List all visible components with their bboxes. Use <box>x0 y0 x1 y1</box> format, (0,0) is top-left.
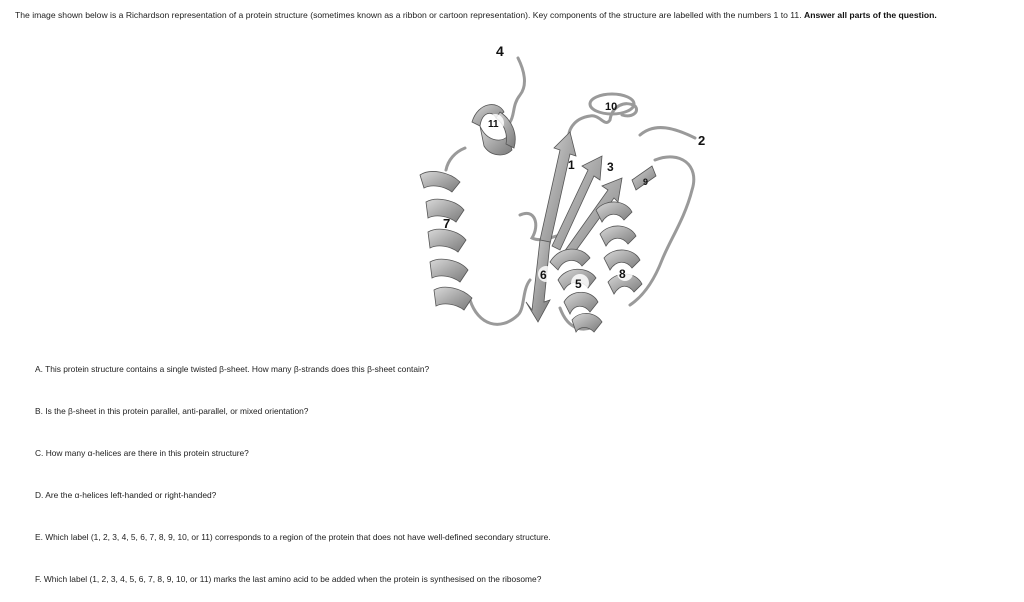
label-7: 7 <box>443 216 451 231</box>
intro-paragraph <box>15 9 1019 21</box>
label-8: 8 <box>619 267 626 281</box>
question-f: F. Which label (1, 2, 3, 4, 5, 6, 7, 8, 9, 10, or 11) marks the last amino acid to be added when the protein is synthesised on the ribosome? <box>35 574 542 584</box>
helix-5-turn-3 <box>564 292 598 314</box>
coil-bottom-left <box>470 280 530 324</box>
helix-8-turn-1 <box>596 202 632 222</box>
label-10: 10 <box>605 101 618 113</box>
coil-loops <box>446 58 695 329</box>
question-a: A. This protein structure contains a single twisted β-sheet. How many β-strands does this β-sheet contain? <box>35 364 430 374</box>
ribbon-diagram <box>400 40 730 340</box>
beta-sheet <box>526 132 656 322</box>
helix-7-turn-5 <box>434 287 472 310</box>
label-11: 11 <box>488 119 499 130</box>
coil-left <box>446 148 465 170</box>
coil-top-right <box>569 104 637 145</box>
protein-ribbon-figure <box>400 40 730 340</box>
question-d: D. Are the α-helices left-handed or right-handed? <box>35 490 217 500</box>
question-e: E. Which label (1, 2, 3, 4, 5, 6, 7, 8, 9, 10, or 11) corresponds to a region of the protein that does not have well-defined secondary structure. <box>35 532 551 542</box>
label-1: 1 <box>568 158 575 172</box>
helix-7-turn-3 <box>428 229 466 252</box>
label-5: 5 <box>575 277 582 291</box>
intro-emphasis: Answer all parts of the question. <box>803 10 937 20</box>
helix-7 <box>420 171 472 310</box>
label-3: 3 <box>607 160 614 174</box>
question-b: B. Is the β-sheet in this protein parallel, anti-parallel, or mixed orientation? <box>35 406 309 416</box>
helix-8-turn-2 <box>600 226 636 246</box>
intro-text: The image shown below is a Richardson representation of a protein structure (sometimes known as a ribbon or cartoon representation). Key components of the structure are labelled with the numbers 1 to 11. <box>15 10 804 20</box>
question-c: C. How many α-helices are there in this protein structure? <box>35 448 249 458</box>
label-6: 6 <box>540 268 547 282</box>
helix-7-turn-1 <box>420 171 460 192</box>
n-terminal-coil <box>510 58 524 122</box>
label-4: 4 <box>496 43 504 59</box>
label-9: 9 <box>643 177 649 187</box>
helix-5-turn-1 <box>550 249 590 270</box>
helix-7-turn-4 <box>430 259 468 282</box>
coil-to-c-terminus <box>640 128 695 138</box>
label-2: 2 <box>698 133 706 148</box>
